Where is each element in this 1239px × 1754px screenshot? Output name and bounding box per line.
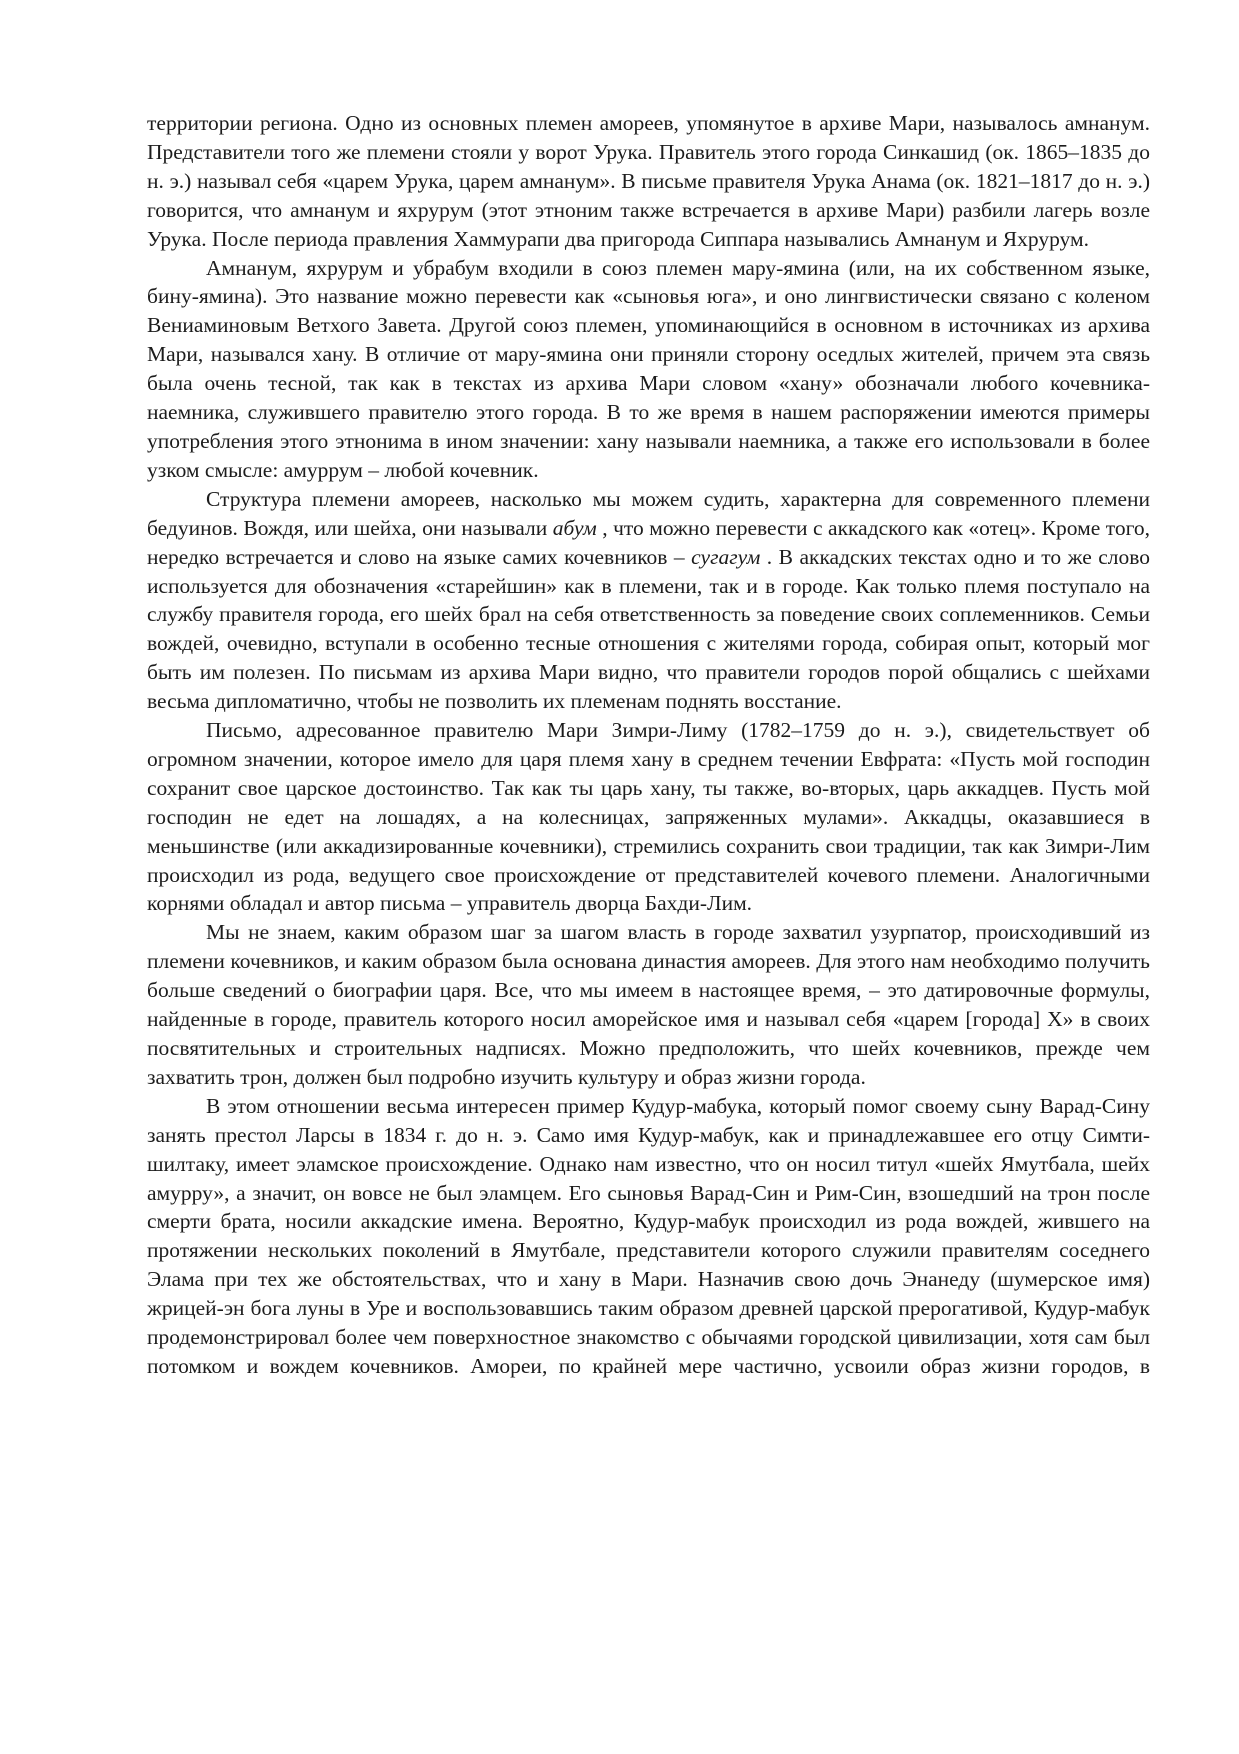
term-abum: абум — [552, 515, 597, 540]
paragraph-3 — [147, 485, 1150, 716]
term-sugagum: сугагум — [691, 544, 761, 569]
paragraph-4: Письмо, адресованное правителю Мари Зимри-Лиму (1782–1759 до н. э.), свидетельствует об огромном значении, которое имело для царя племя хану в среднем течении Евфрата: «Пусть мой господин сохранит свое царское достоинство. Так как ты царь хану, ты также, во-вторых, царь аккадцев. Пусть мой господин не едет на лошадях, а на колесницах, запряженных мулами». Аккадцы, оказавшиеся в меньшинстве (или аккадизированные кочевники), стремились сохранить свои традиции, так как Зимри-Лим происходил из рода, ведущего свое происхождение от представителей кочевого племени. Аналогичными корнями обладал и автор письма – управитель дворца Бахди-Лим. — [147, 718, 1150, 916]
document-page — [147, 109, 1150, 1381]
paragraph-3-part-1: Структура племени амореев, насколько мы можем судить, характерна для современного племени бедуинов. Вождя, или шейха, они называли — [147, 486, 1150, 540]
paragraph-6: В этом отношении весьма интересен пример Кудур-мабука, который помог своему сыну Варад-Сину занять престол Ларсы в 1834 г. до н. э. Само имя Кудур-мабук, как и принадлежавшее его отцу Симти-шилтаку, имеет эламское происхождение. Однако нам известно, что он носил титул «шейх Ямутбала, шейх амурру», а значит, он вовсе не был эламцем. Его сыновья Варад-Син и Рим-Син, взошедший на трон после смерти брата, носили аккадские имена. Вероятно, Кудур-мабук происходил из рода вождей, жившего на протяжении нескольких поколений в Ямутбале, представители которого служили правителям соседнего Элама при тех же обстоятельствах, что и хану в Мари. Назначив свою дочь Энанеду (шумерское имя) жрицей-эн бога луны в Уре и воспользовавшись таким образом древней царской прерогативой, Кудур-мабук продемонстрировал более чем поверхностное знакомство с обычаями городской цивилизации, хотя сам был потомком и вождем кочевников. Амореи, по крайней мере частично, усвоили образ жизни городов, в — [147, 1093, 1150, 1378]
paragraph-3-part-2: , что можно перевести с аккадского как «отец». Кроме того, нередко встречается и слово на языке самих кочевников – — [147, 515, 1150, 569]
paragraph-3-part-3: . В аккадских текстах одно и то же слово используется для обозначения «старейшин» как в племени, так и в городе. Как только племя поступало на службу правителя города, его шейх брал на себя ответственность за поведение своих соплеменников. Семьи вождей, очевидно, вступали в особенно тесные отношения с жителями города, собирая опыт, который мог быть им полезен. По письмам из архива Мари видно, что правители городов порой общались с шейхами весьма дипломатично, чтобы не позволить их племенам поднять восстание. — [147, 544, 1150, 714]
paragraph-5: Мы не знаем, каким образом шаг за шагом власть в городе захватил узурпатор, происходивший из племени кочевников, и каким образом была основана династия амореев. Для этого нам необходимо получить больше сведений о биографии царя. Все, что мы имеем в настоящее время, – это датировочные формулы, найденные в городе, правитель которого носил аморейское имя и называл себя «царем [города] X» в своих посвятительных и строительных надписях. Можно предположить, что шейх кочевников, прежде чем захватить трон, должен был подробно изучить культуру и образ жизни города. — [147, 920, 1150, 1089]
paragraph-2: Амнанум, яхрурум и убрабум входили в союз племен мару-ямина (или, на их собственном языке, бину-ямина). Это название можно перевести как «сыновья юга», и оно лингвистически связано с коленом Вениаминовым Ветхого Завета. Другой союз племен, упоминающийся в основном в источниках из архива Мари, назывался хану. В отличие от мару-ямина они приняли сторону оседлых жителей, причем эта связь была очень тесной, так как в текстах из архива Мари словом «хану» обозначали любого кочевника-наемника, служившего правителю этого города. В то же время в нашем распоряжении имеются примеры употребления этого этнонима в ином значении: хану называли наемника, а также его использовали в более узком смысле: амуррум – любой кочевник. — [147, 255, 1150, 482]
paragraph-1: территории региона. Одно из основных племен амореев, упомянутое в архиве Мари, называлось амнанум. Представители того же племени стояли у ворот Урука. Правитель этого города Синкашид (ок. 1865–1835 до н. э.) называл себя «царем Урука, царем амнанум». В письме правителя Урука Анама (ок. 1821–1817 до н. э.) говорится, что амнанум и яхрурум (этот этноним также встречается в архиве Мари) разбили лагерь возле Урука. После периода правления Хаммурапи два пригорода Сиппара назывались Амнанум и Яхрурум. — [147, 111, 1150, 251]
